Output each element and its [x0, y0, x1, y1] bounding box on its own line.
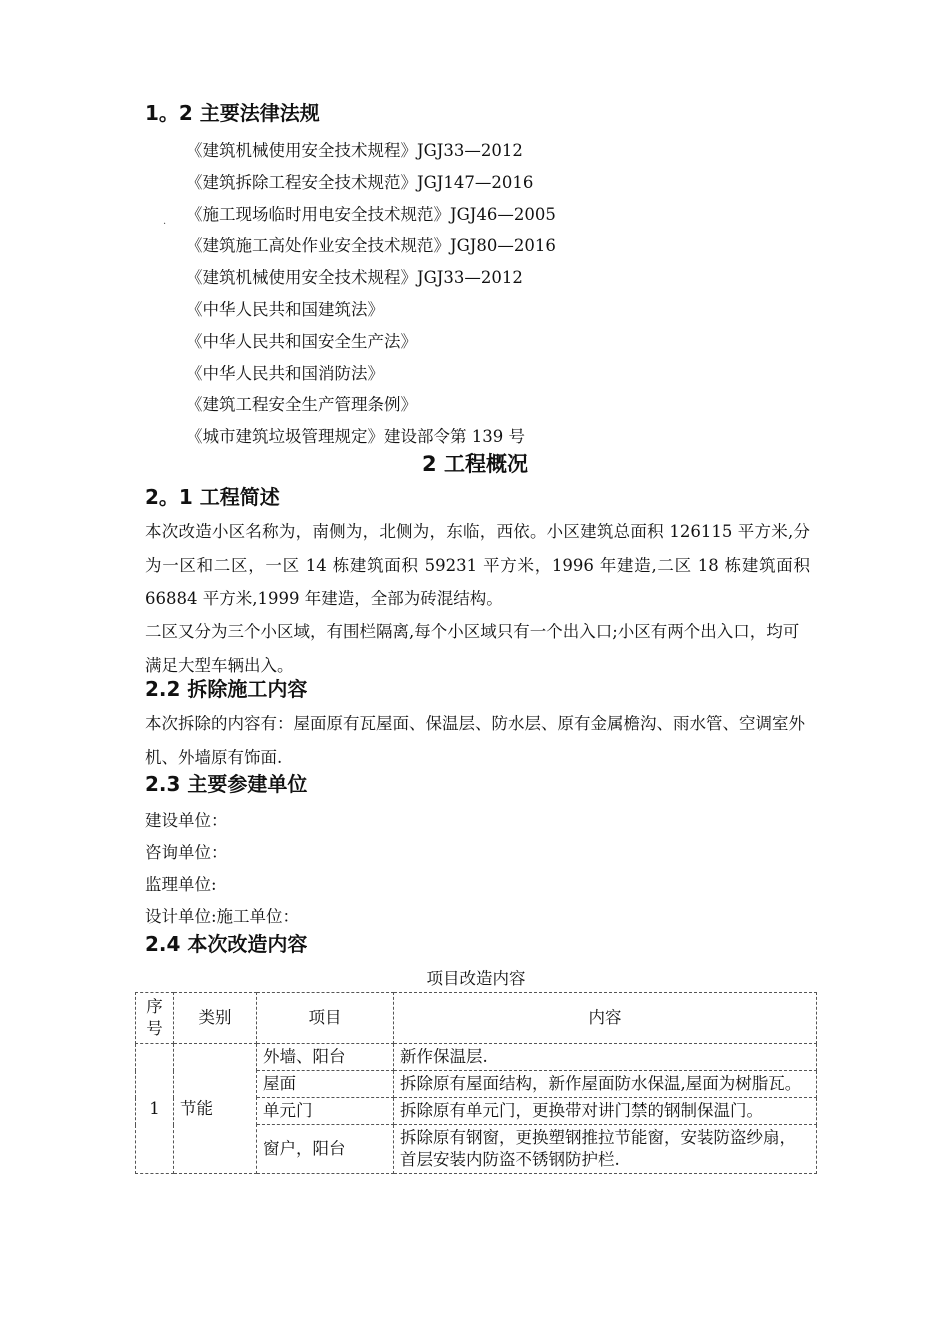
law-item: 《建筑工程安全生产管理条例》 [186, 395, 417, 415]
overview-paragraph-1: 本次改造小区名称为，南侧为，北侧为，东临，西依。小区建筑总面积 126115 平方米,分为一区和二区，一区 14 栋建筑面积 59231 平方米，1996 年建造,二区 18 栋建筑面积 66884 平方米,1999 年建造，全部为砖混结构。 [145, 522, 810, 608]
chapter-2-heading: 2 工程概况 [422, 452, 528, 476]
content-cell: 拆除原有钢窗，更换塑钢推拉节能窗，安装防盗纱扇，首层安装内防盗不锈钢防护栏. [394, 1125, 817, 1174]
header-seq: 序号 [136, 993, 174, 1044]
law-item: 《中华人民共和国安全生产法》 [186, 331, 417, 351]
content-cell: 新作保温层. [394, 1044, 817, 1071]
section-1-2-heading: 1。2 主要法律法规 [145, 101, 320, 125]
law-item: 《建筑施工高处作业安全技术规范》JGJ80—2016 [186, 236, 556, 256]
item-cell: 外墙、阳台 [257, 1044, 394, 1071]
section-2-3-heading: 2.3 主要参建单位 [145, 772, 308, 796]
party-line: 设计单位:施工单位： [145, 907, 300, 926]
party-line: 咨询单位： [145, 843, 228, 862]
law-item: 《中华人民共和国消防法》 [186, 363, 384, 383]
header-item: 项目 [257, 993, 394, 1044]
law-item: 《城市建筑垃圾管理规定》建设部令第 139 号 [186, 427, 525, 447]
laws-list [186, 140, 556, 458]
party-line: 监理单位: [145, 875, 217, 894]
section-2-1-heading: 2。1 工程简述 [145, 485, 280, 509]
stray-dot-mark: · [163, 219, 167, 230]
item-cell: 窗户，阳台 [257, 1125, 394, 1174]
section-2-2-heading: 2.2 拆除施工内容 [145, 677, 308, 701]
table-row [136, 1044, 817, 1071]
law-item: 《建筑机械使用安全技术规程》JGJ33—2012 [186, 268, 523, 288]
law-item: 《施工现场临时用电安全技术规范》JGJ46—2005 [186, 204, 556, 224]
party-line: 建设单位： [145, 811, 228, 830]
group-category-cell: 节能 [174, 1044, 257, 1174]
renovation-table [135, 992, 817, 1174]
law-item: 《建筑机械使用安全技术规程》JGJ33—2012 [186, 141, 523, 160]
table-header-row [136, 993, 817, 1044]
content-cell: 拆除原有屋面结构，新作屋面防水保温,屋面为树脂瓦。 [394, 1071, 817, 1098]
header-category: 类别 [174, 993, 257, 1044]
item-cell: 屋面 [257, 1071, 394, 1098]
overview-paragraph-2: 二区又分为三个小区域，有围栏隔离,每个小区域只有一个出入口;小区有两个出入口，均可满足大型车辆出入。 [145, 622, 800, 675]
content-cell: 拆除原有单元门，更换带对讲门禁的钢制保温门。 [394, 1098, 817, 1125]
law-item: 《建筑拆除工程安全技术规范》JGJ147—2016 [186, 172, 534, 192]
item-cell: 单元门 [257, 1098, 394, 1125]
group-seq-cell: 1 [136, 1044, 174, 1174]
law-item: 《中华人民共和国建筑法》 [186, 299, 384, 319]
section-2-4-heading: 2.4 本次改造内容 [145, 932, 308, 956]
header-content: 内容 [394, 993, 817, 1044]
demolition-paragraph: 本次拆除的内容有：屋面原有瓦屋面、保温层、防水层、原有金属檐沟、雨水管、空调室外机、外墙原有饰面. [145, 714, 805, 767]
table-caption: 项目改造内容 [426, 969, 526, 988]
